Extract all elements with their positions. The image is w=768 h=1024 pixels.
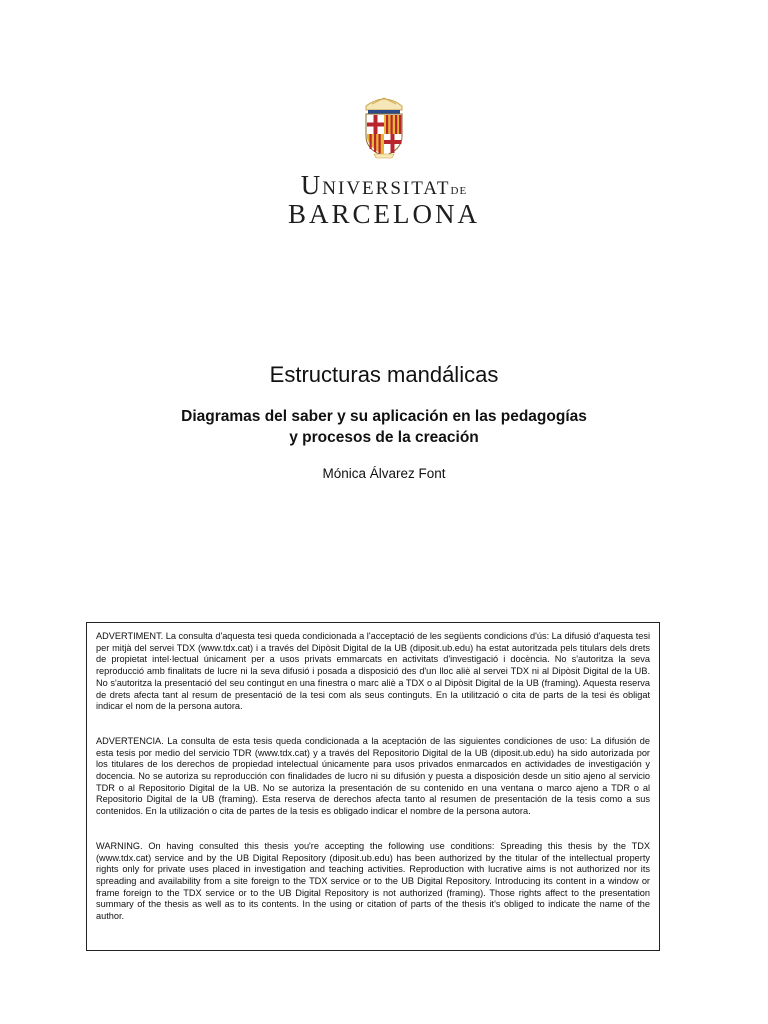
wordmark-universitat: Universitat: [300, 170, 451, 200]
thesis-subtitle-line1: Diagramas del saber y su aplicación en las pedagogías: [181, 408, 587, 425]
university-wordmark: [0, 172, 768, 228]
wordmark-line1: [0, 172, 768, 199]
notice-spanish: ADVERTENCIA. La consulta de esta tesis queda condicionada a la aceptación de las siguientes condiciones de uso: La difusión de esta tesis por medio del servicio TDR (www.tdx.cat) y a través del Repositorio Digital de la UB (diposit.ub.edu) ha sido autorizada por los titulares de los derechos de propiedad intelectual únicamente para usos privados enmarcados en actividades de investigación y docencia. No se autoriza su reproducción con finalidades de lucro ni su difusión y puesta a disposición desde un sitio ajeno al servicio TDR o al Repositorio Digital de la UB. No se autoriza la presentación de su contenido en una ventana o marco ajeno a TDR o al Repositorio Digital de la UB (framing). Esta reserva de derechos afecta tanto al resumen de presentación de la tesis como a sus contenidos. En la utilización o cita de partes de la tesis es obligado indicar el nombre de la persona autora.: [96, 735, 650, 817]
thesis-title: Estructuras mandálicas: [269, 362, 499, 387]
notice-catalan: ADVERTIMENT. La consulta d'aquesta tesi queda condicionada a l'acceptació de les següents condicions d'ús: La difusió d'aquesta tesi per mitjà del servei TDX (www.tdx.cat) i a través del Dipòsit Digital de la UB (diposit.ub.edu) ha estat autoritzada pels titulars dels drets de propietat intel·lectual únicament per a usos privats emmarcats en activitats d'investigació i docència. No s'autoritza la seva reproducció amb finalitats de lucre ni la seva difusió i posada a disposició des d'un lloc aliè al servei TDX ni al Dipòsit Digital de la UB. No s'autoritza la presentació del seu contingut en una finestra o marc aliè a TDX o al Dipòsit Digital de la UB (framing). Aquesta reserva de drets afecta tant al resum de presentació de la tesi com als seus continguts. En la utilització o cita de parts de la tesi és obligat indicar el nom de la persona autora.: [96, 631, 650, 712]
university-logo: [0, 92, 768, 228]
thesis-subtitle: [0, 406, 768, 448]
thesis-title-block: [0, 362, 768, 481]
wordmark-barcelona: BARCELONA: [287, 199, 480, 229]
notice-english: WARNING. On having consulted this thesis you're accepting the following use conditions: Spreading this thesis by the TDX (www.tdx.cat) service and by the UB Digital Repository (diposit.ub.edu) has been authorized by the titular of the intellectual property rights only for private uses placed in investigation and teaching activities. Reproduction with lucrative aims is not authorized nor its spreading and availability from a site foreign to the TDX service or to the UB Digital Repository. Introducing its content in a window or frame foreign to the TDX service or to the UB Digital Repository is not authorized (framing). Those rights affect to the presentation summary of the thesis as well as to its contents. In the using or citation of parts of the thesis it's obliged to indicate the name of the author.: [96, 840, 650, 922]
university-shield-icon: [354, 92, 414, 162]
thesis-subtitle-line2: y procesos de la creación: [289, 429, 479, 446]
wordmark-de: DE: [450, 185, 468, 197]
usage-notice-box: [86, 622, 660, 951]
thesis-author: Mónica Álvarez Font: [322, 466, 446, 481]
